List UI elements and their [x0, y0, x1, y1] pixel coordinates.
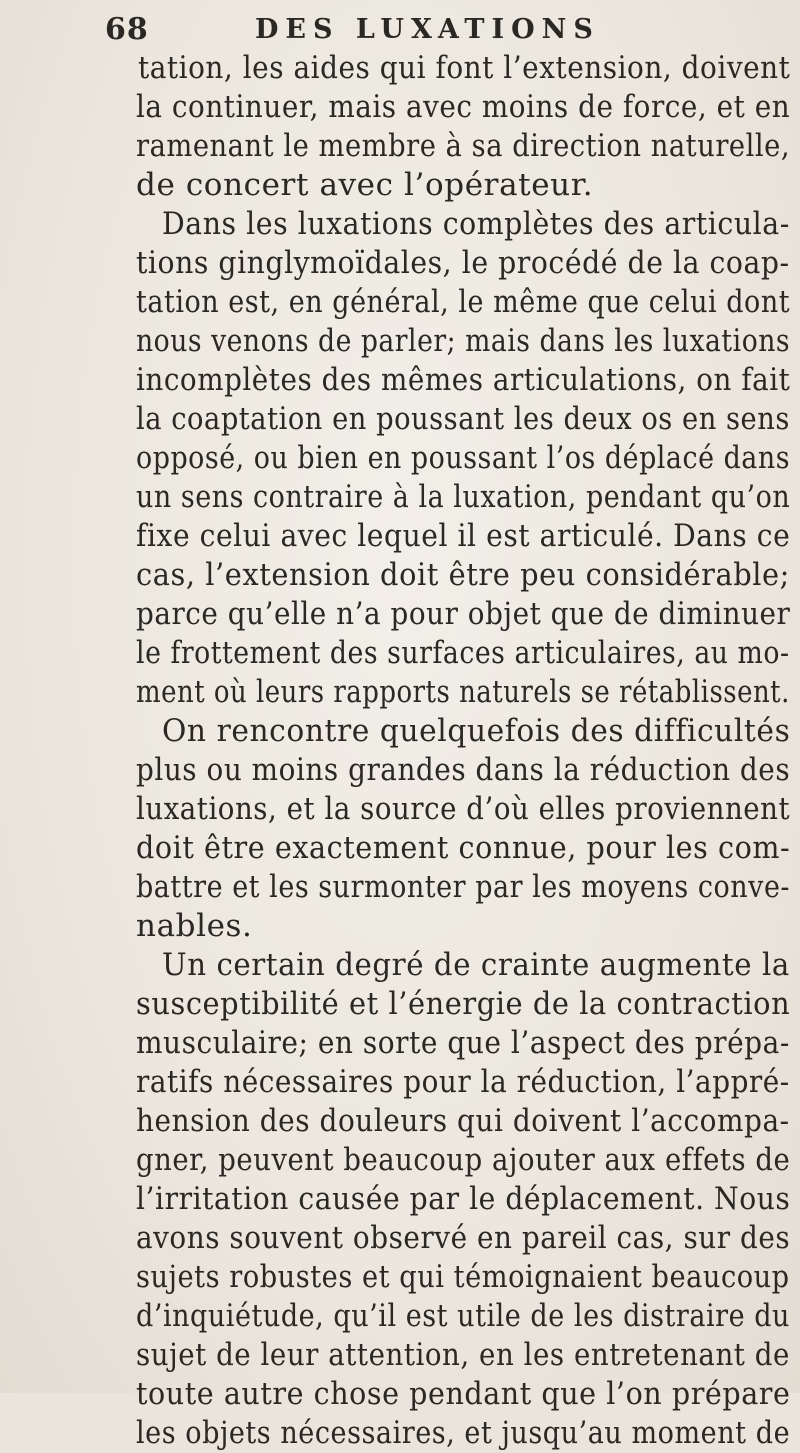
text-line: susceptibilité et l’énergie de la contraction	[136, 986, 791, 1022]
text-line: battre et les surmonter par les moyens conve-	[136, 869, 791, 905]
text-line: gner, peuvent beaucoup ajouter aux effets de	[136, 1142, 791, 1178]
text-line: d’inquiétude, qu’il est utile de les distraire du	[136, 1298, 790, 1334]
text-line: On rencontre quelquefois des difficultés	[162, 713, 791, 749]
text-line: fixe celui avec lequel il est articulé. Dans ce	[136, 518, 791, 554]
text-line: tation, les aides qui font l’extension, doivent	[138, 50, 791, 86]
text-line: un sens contraire à la luxation, pendant qu’on	[136, 479, 791, 515]
text-line: de concert avec l’opérateur.	[136, 167, 594, 203]
text-line: opposé, ou bien en poussant l’os déplacé dans	[136, 440, 791, 476]
text-line: hension des douleurs qui doivent l’accompa-	[136, 1103, 790, 1139]
text-line: nous venons de parler; mais dans les luxations	[136, 323, 791, 359]
text-line: nables.	[136, 908, 253, 944]
text-line: la coaptation en poussant les deux os en sens	[136, 401, 790, 437]
running-title: DES LUXATIONS	[255, 14, 600, 45]
text-line: parce qu’elle n’a pour objet que de diminuer	[136, 596, 791, 632]
text-line: tation est, en général, le même que celui dont	[136, 284, 791, 320]
text-line: sujet de leur attention, en les entretenant de	[136, 1337, 790, 1373]
text-line: le frottement des surfaces articulaires, au mo-	[136, 635, 790, 671]
text-line: l’irritation causée par le déplacement. Nous	[136, 1181, 791, 1217]
text-line: sujets robustes et qui témoignaient beaucoup	[136, 1259, 790, 1295]
text-line: ramenant le membre à sa direction naturelle,	[136, 128, 791, 164]
text-line: la continuer, mais avec moins de force, et en	[136, 89, 791, 125]
text-line: plus ou moins grandes dans la réduction des	[136, 752, 791, 788]
page-number: 68	[105, 12, 149, 47]
text-line: ratifs nécessaires pour la réduction, l’appré-	[136, 1064, 790, 1100]
text-line: luxations, et la source d’où elles proviennent	[136, 791, 791, 827]
text-line: ment où leurs rapports naturels se rétablissent.	[136, 674, 790, 710]
text-line: Dans les luxations complètes des articula-	[162, 206, 790, 242]
text-line: cas, l’extension doit être peu considérable;	[136, 557, 790, 593]
page-header	[105, 14, 740, 46]
text-line: musculaire; en sorte que l’aspect des prépa-	[136, 1025, 790, 1061]
text-line: incomplètes des mêmes articulations, on fait	[136, 362, 791, 398]
text-line: doit être exactement connue, pour les com-	[136, 830, 791, 866]
text-line: tions ginglymoïdales, le procédé de la coap-	[136, 245, 790, 281]
text-line: Un certain degré de crainte augmente la	[162, 947, 790, 983]
text-line: les objets nécessaires, et jusqu’au moment de	[136, 1415, 791, 1451]
text-line: avons souvent observé en pareil cas, sur des	[136, 1220, 791, 1256]
text-line: toute autre chose pendant que l’on prépare	[136, 1376, 791, 1412]
